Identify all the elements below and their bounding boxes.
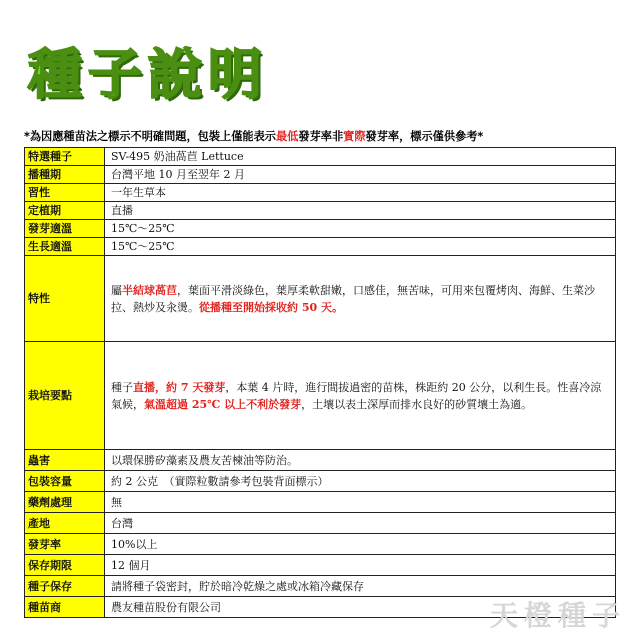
row-label: 蟲害: [25, 450, 105, 471]
cultivation-text-1: 種子: [111, 380, 133, 394]
cultivation-text-2: ，本葉 4 片時，進行間拔過密的苗株，株距約 20 公分，以利生長。性喜冷涼氣候，: [111, 380, 602, 411]
season-value: 台灣平地 10 月至翌年 2 月: [105, 166, 616, 184]
table-row: [25, 492, 616, 513]
notice-part-3: 發芽率，標示僅供參考*: [365, 130, 484, 143]
table-row: [25, 534, 616, 555]
growth-temp-value: 15℃～25℃: [105, 238, 616, 256]
row-label: 定植期: [25, 202, 105, 220]
traits-value: [105, 256, 616, 342]
table-row: [25, 166, 616, 184]
shelf-life-value: 12 個月: [105, 555, 616, 576]
row-label: 保存期限: [25, 555, 105, 576]
row-label: 藥劑處理: [25, 492, 105, 513]
table-row: [25, 238, 616, 256]
origin-value: 台灣: [105, 513, 616, 534]
table-row: [25, 471, 616, 492]
table-row: [25, 555, 616, 576]
cultivation-value: [105, 342, 616, 450]
row-label: 播種期: [25, 166, 105, 184]
notice-highlight-actual: 實際: [343, 130, 366, 143]
notice-line: [24, 128, 616, 144]
row-label: 種苗商: [25, 597, 105, 618]
table-row: [25, 148, 616, 166]
contents-value: 約 2 公克 （實際粒數請參考包裝背面標示）: [105, 471, 616, 492]
traits-text-2: ，葉面平滑淡綠色，葉厚柔軟甜嫩，口感佳，無苦味，可用來包覆烤肉、海鮮、生菜沙拉、熱炒及汆燙。: [111, 283, 595, 314]
table-row: [25, 184, 616, 202]
row-label: 生長適溫: [25, 238, 105, 256]
variety-value: SV-495 奶油萵苣 Lettuce: [105, 148, 616, 166]
cultivation-text-3: ，土壤以表土深厚而排水良好的砂質壤土為適。: [301, 397, 533, 411]
watermark: 天橙種子: [489, 599, 626, 632]
germination-temp-value: 15℃～25℃: [105, 220, 616, 238]
germination-rate-value: 10%以上: [105, 534, 616, 555]
traits-text-1: 屬: [111, 283, 122, 297]
table-row: [25, 450, 616, 471]
storage-value: 請將種子袋密封，貯於暗冷乾燥之處或冰箱冷藏保存: [105, 576, 616, 597]
page-title: [28, 30, 268, 110]
seed-info-table: [24, 147, 616, 618]
notice-part-2: 發芽率非: [298, 130, 344, 143]
table-row: [25, 202, 616, 220]
row-label: 包裝容量: [25, 471, 105, 492]
table-row: [25, 256, 616, 342]
traits-highlight-type: 半結球萵苣: [122, 283, 177, 297]
cultivation-highlight-sowing: 直播，約 7 天發芽: [133, 380, 226, 394]
treatment-value: 無: [105, 492, 616, 513]
table-row: [25, 513, 616, 534]
pests-value: 以環保勝矽藻素及農友苦楝油等防治。: [105, 450, 616, 471]
row-label: 產地: [25, 513, 105, 534]
row-label: 習性: [25, 184, 105, 202]
row-label: 特性: [25, 256, 105, 342]
supplier-value: 農友種苗股份有限公司: [105, 597, 616, 618]
row-label: 特選種子: [25, 148, 105, 166]
row-label: 發芽率: [25, 534, 105, 555]
table-row: [25, 220, 616, 238]
row-label: 栽培要點: [25, 342, 105, 450]
page-title-text: 種子說明: [28, 42, 268, 106]
planting-value: 直播: [105, 202, 616, 220]
cultivation-highlight-temp: 氣溫超過 25℃ 以上不利於發芽: [144, 397, 302, 411]
table-row: [25, 342, 616, 450]
notice-part-1: *為因應種苗法之標示不明確問題，包裝上僅能表示: [24, 130, 276, 143]
notice-highlight-minimum: 最低: [275, 130, 299, 143]
row-label: 發芽適溫: [25, 220, 105, 238]
habit-value: 一年生草本: [105, 184, 616, 202]
traits-highlight-harvest: 從播種至開始採收約 50 天。: [199, 300, 343, 314]
row-label: 種子保存: [25, 576, 105, 597]
